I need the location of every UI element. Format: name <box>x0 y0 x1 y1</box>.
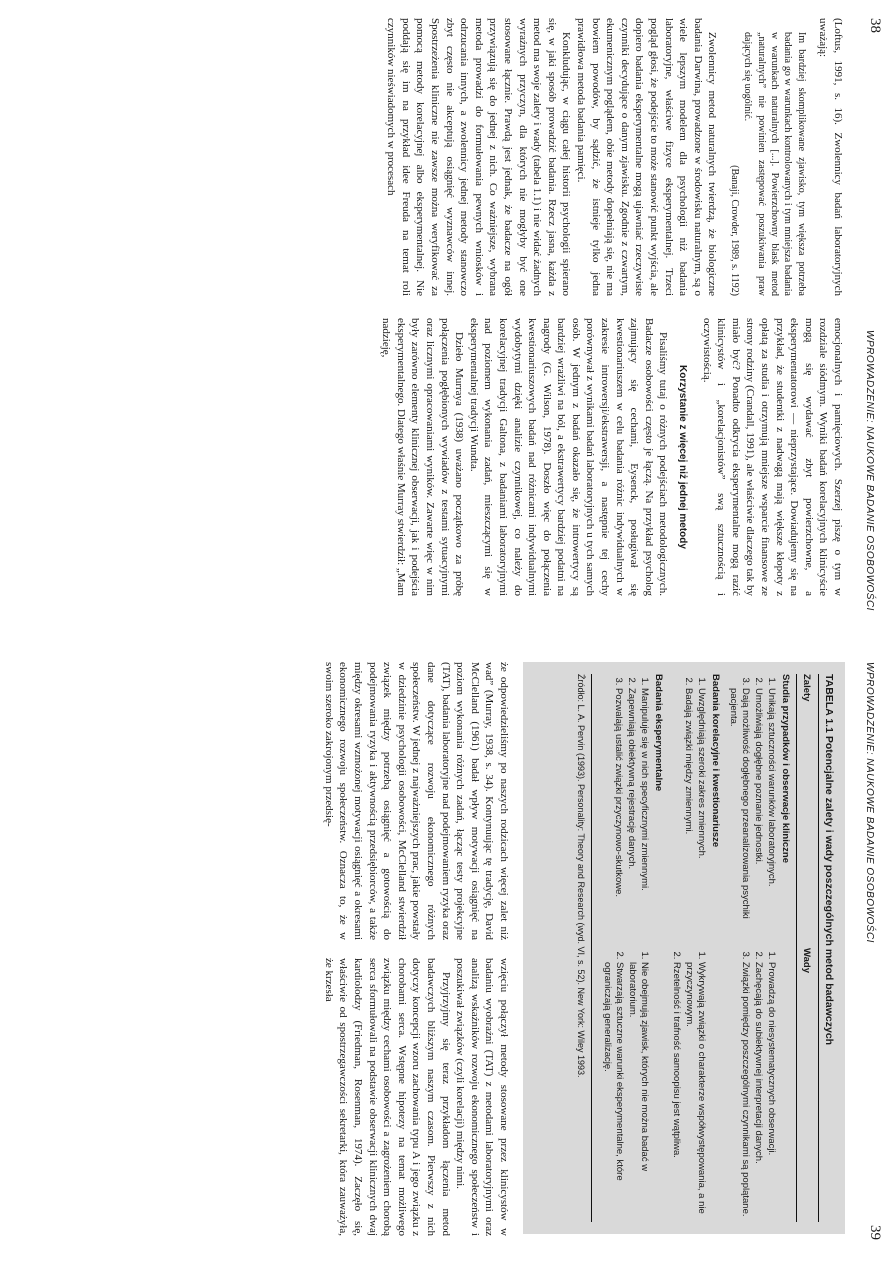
list-item: 2. Stwarzają sztuczne warunki eksperymentalne, które ograniczają generalizację. <box>601 962 625 1222</box>
list-item: 1. Uwzględniają szeroki zakres zmiennych. <box>695 688 707 948</box>
paragraph: (Loftus, 1991, s. 16). Zwolennicy badań laboratoryjnych uważają: <box>817 18 844 296</box>
list-item: 1. Nie obejmują zjawisk, których nie można badać w laboratorium. <box>626 962 650 1222</box>
quote-citation: (Banaji, Crowder, 1989, s. 1192) <box>728 165 740 296</box>
block-quote <box>727 32 807 296</box>
section-title: Studia przypadków i obserwacje kliniczne <box>780 674 791 863</box>
paragraph: emocjonalnych i pamięciowych. Szerzej piszę o tym w rozdziale siódmym. Wyniki badań korelacyjnych klinicyście mogą się wydawać zbyt powierzchowne, a eksperymentatorowi — nieprzystające. Dowiadujemy się na przykład, że studentki z nadwagą mają większe kłopoty z opłatą za studia i otrzymują mniejsze wsparcie finansowe ze strony rodziny (Crandall, 1991), ale właściwie dlaczego tak by miało być? Ponadto odkrycia eksperymentalne mogą razić klinicystów i „korelacjonistów” swą sztucznością i oczywistością. <box>700 318 844 596</box>
paragraph: że odpowiedzieliśmy po naszych rodzicach więcej zalet niż wad” (Murray, 1938, s. 34). Kontynuując tę tradycję, David McClelland (1961) badał wpływ motywacji osiągnięć na poziom wykonania różnych zadań, łącząc testy projekcyjne (TAT), badania laboratoryjne nad podejmowaniem ryzyka oraz dane dotyczące rozwoju ekonomicznego różnych społeczeństw. W jednej z najważniejszych prac, jakie powstały w dziedzinie psychologii osobowości, McClelland stwierdził związek między potrzebą osiągnięć a gotowością do podejmowania ryzyka i aktywnością przedsiębiorców, a także między okresami wzmożonej motywacji osiągnięć a okresami ekonomicznego rozwoju społeczeństw. Oznacza to, że w swoim szeroko zakrojonym przedsię- <box>322 662 510 940</box>
disadvantages-list <box>726 948 777 1222</box>
table-title: TABELA 1.1 Potencjalne zalety i wady poszczególnych metod badawczych <box>818 674 835 1222</box>
list-item: 3. Związki pomiędzy poszczególnymi czynnikami są poplątane. <box>739 962 751 1222</box>
table-section <box>600 674 664 1222</box>
list-item: 1. Unikają sztuczności warunków laboratoryjnych. <box>765 688 777 948</box>
advantages-list <box>600 674 650 948</box>
paragraph: Przyjrzyjmy się teraz przykładom łączenia metod badawczych bliższym naszym czasom. Pierwszy z nich dotyczy koncepcji wzoru zachowania typu A i jego związku z chorobami serca. Wstępne hipotezy na temat możliwego związku między cechami osobowości a zagrożeniem chorobą serca sformułowali na podstawie obserwacji klinicznych dwaj kardiolodzy (Friedman, Rosenman, 1974). Zaczęło się, właściwie od spostrzegawczości sekretarki, która zauważyła, że krzesła <box>322 958 452 1236</box>
page-number: 39 <box>867 1225 883 1240</box>
right-column-2 <box>321 958 511 1236</box>
advantages-list <box>669 674 707 948</box>
list-item: 2. Umożliwiają dogłębne poznanie jednostki. <box>752 688 764 948</box>
list-item: 3. Dają możliwość dogłębnego przeanalizowania psychiki pacjenta. <box>727 688 751 948</box>
disadvantages-list <box>669 948 707 1222</box>
table-section <box>669 674 721 1222</box>
list-item: 3. Pozwalają ustalić związki przyczynowo-skutkowe. <box>612 688 624 948</box>
paragraph: Konkludując, w ciągu całej historii psychologii spierano się, w jaki sposób prowadzić badania. Rzecz jasna, każda z metod ma swoje zalety i wady (tabela 1.1) i nie widać żadnych wyraźnych przyczyn, dla których nie mogłyby być one stosowane łącznie. Prawdą jest jednak, że badacze na ogół przywiązują się do jednej z nich. Co ważniejsze, wybrana metoda prowadzi do formułowania pewnych wniosków i odrzucania innych, a zwolennicy jednej metody stanowczo zbyt często nie akceptują osiągnięć wyznawców innej. Spostrzeżenia kliniczne nie zawsze można weryfikować za pomocą metody korelacyjnej albo eksperymentalnej. Nie poddają się im na przykład idee Freuda na temat roli czynników nieświadomych w procesach <box>385 18 573 296</box>
disadvantages-list <box>600 948 650 1222</box>
list-item: 2. Zachęcają do subiektywnej interpretacji danych. <box>752 962 764 1222</box>
left-column-2 <box>379 318 845 596</box>
table-header-row <box>796 674 812 1222</box>
column-header-zalety: Zalety <box>801 674 812 702</box>
list-item: 1. Prowadzą do niesystematycznych obserwacji. <box>765 962 777 1222</box>
paragraph: Zwolennicy metod naturalnych twierdzą, że biologiczne badania Darwina, prowadzone w środowisku naturalnym, są o wiele lepszym modelem dla psychologii niż badania laboratoryjne, właściwe fizyce eksperymentalnej. Trzeci pogląd głosi, że podejście to może stanowić punkt wyjścia, ale dopiero badania eksperymentalne mogą ujawniać rzeczywiste czynniki decydujące o danym zjawisku. Zgodnie z czwartym, ekumenicznym poglądem, obie metody dopełniają się, nie ma bowiem powodów, by sądzić, że istnieje tylko jedna prawidłowa metoda badania pamięci. <box>575 18 719 296</box>
section-heading: Korzystanie z więcej niż jednej metody <box>677 365 689 549</box>
page-number: 38 <box>867 18 883 33</box>
quote-text: Im bardziej skomplikowane zjawisko, tym większa potrzeba badania go w warunkach kontrolowanych i tym mniejsza badania w warunkach naturalnych [...]. Powierzchowny blask metod „naturalnych” nie powinien zastępować poszukiwania praw dających się uogólnić. <box>742 32 807 296</box>
running-head: WPROWADZENIE: NAUKOWE BADANIE OSOBOWOŚCI <box>864 330 875 611</box>
section-title: Badania korelacyjne i kwestionariusze <box>710 674 721 848</box>
list-item: 1. Wykrywają związki o charakterze współwystępowania, a nie przyczynowym. <box>683 962 707 1222</box>
left-column-1 <box>384 18 845 296</box>
right-column-1 <box>321 662 511 940</box>
section-title: Badania eksperymentalne <box>653 674 664 792</box>
advantages-list <box>726 674 777 948</box>
table-section <box>726 674 791 1222</box>
table-source: Źródło: L. A. Pervin (1993). Personality: Theory and Research (wyd. VI, s. 52). New York: Wiley 1993. <box>575 674 592 1222</box>
list-item: 1. Manipuluje się w nich specyficznymi zmiennymi. <box>638 688 650 948</box>
list-item: 2. Rzetelność i trafność samoopisu jest wątpliwa. <box>670 962 682 1222</box>
left-page <box>0 0 893 625</box>
column-header-wady: Wady <box>801 948 812 973</box>
running-head: WPROWADZENIE: NAUKOWE BADANIE OSOBOWOŚCI <box>864 662 875 943</box>
list-item: 2. Zapewniają obiektywną rejestrację danych. <box>625 688 637 948</box>
paragraph: Pisaliśmy tutaj o różnych podejściach metodologicznych. Badacze osobowości często je łączą. Na przykład psycholog zajmujący się cechami, Eysenck, posługiwał się kwestionariuszem w celu badania różnic indywidualnych w zakresie introwersji/ekstrawersji, a następnie tej cechy porównywał z wynikami badań laboratoryjnych u tych samych osób. W jednym z badań okazało się, że introwertycy są bardziej wrażliwi na ból, a ekstrawertycy bardziej podatni na nagrody (G. Wilson, 1978). Doszło więc do połączenia kwestionariuszowych badań nad różnicami indywidualnymi wydobytymi dzięki analizie czynnikowej, co należy do korelacyjnej tradycji Galtona, z badaniami laboratoryjnymi nad poziomem wykonania zadań, mieszczącymi się w eksperymentalnej tradycji Wundta. <box>467 318 670 596</box>
list-item: 2. Badają związki między zmiennymi. <box>682 688 694 948</box>
paragraph: Dzieło Murraya (1938) uważano początkowo za próbę połączenia pogłębionych wywiadów z testami sytuacyjnymi oraz licznymi opracowaniami wyników. Zawarte więc w nim były zarówno elementy klinicznej obserwacji, jak i podejścia eksperymentalnego. Dlatego właśnie Murray stwierdził: „Mam nadzieję, <box>380 318 466 596</box>
table-1-1 <box>523 662 845 1234</box>
right-page <box>0 640 893 1263</box>
paragraph: wzięciu połączył metody stosowane przez klinicystów w badaniu wyobraźni (TAT) z metodami laboratoryjnymi oraz analizą wskaźników rozwoju ekonomicznego społeczeństw i poszukiwał związków (czyli korelacji) między nimi. <box>454 958 510 1236</box>
